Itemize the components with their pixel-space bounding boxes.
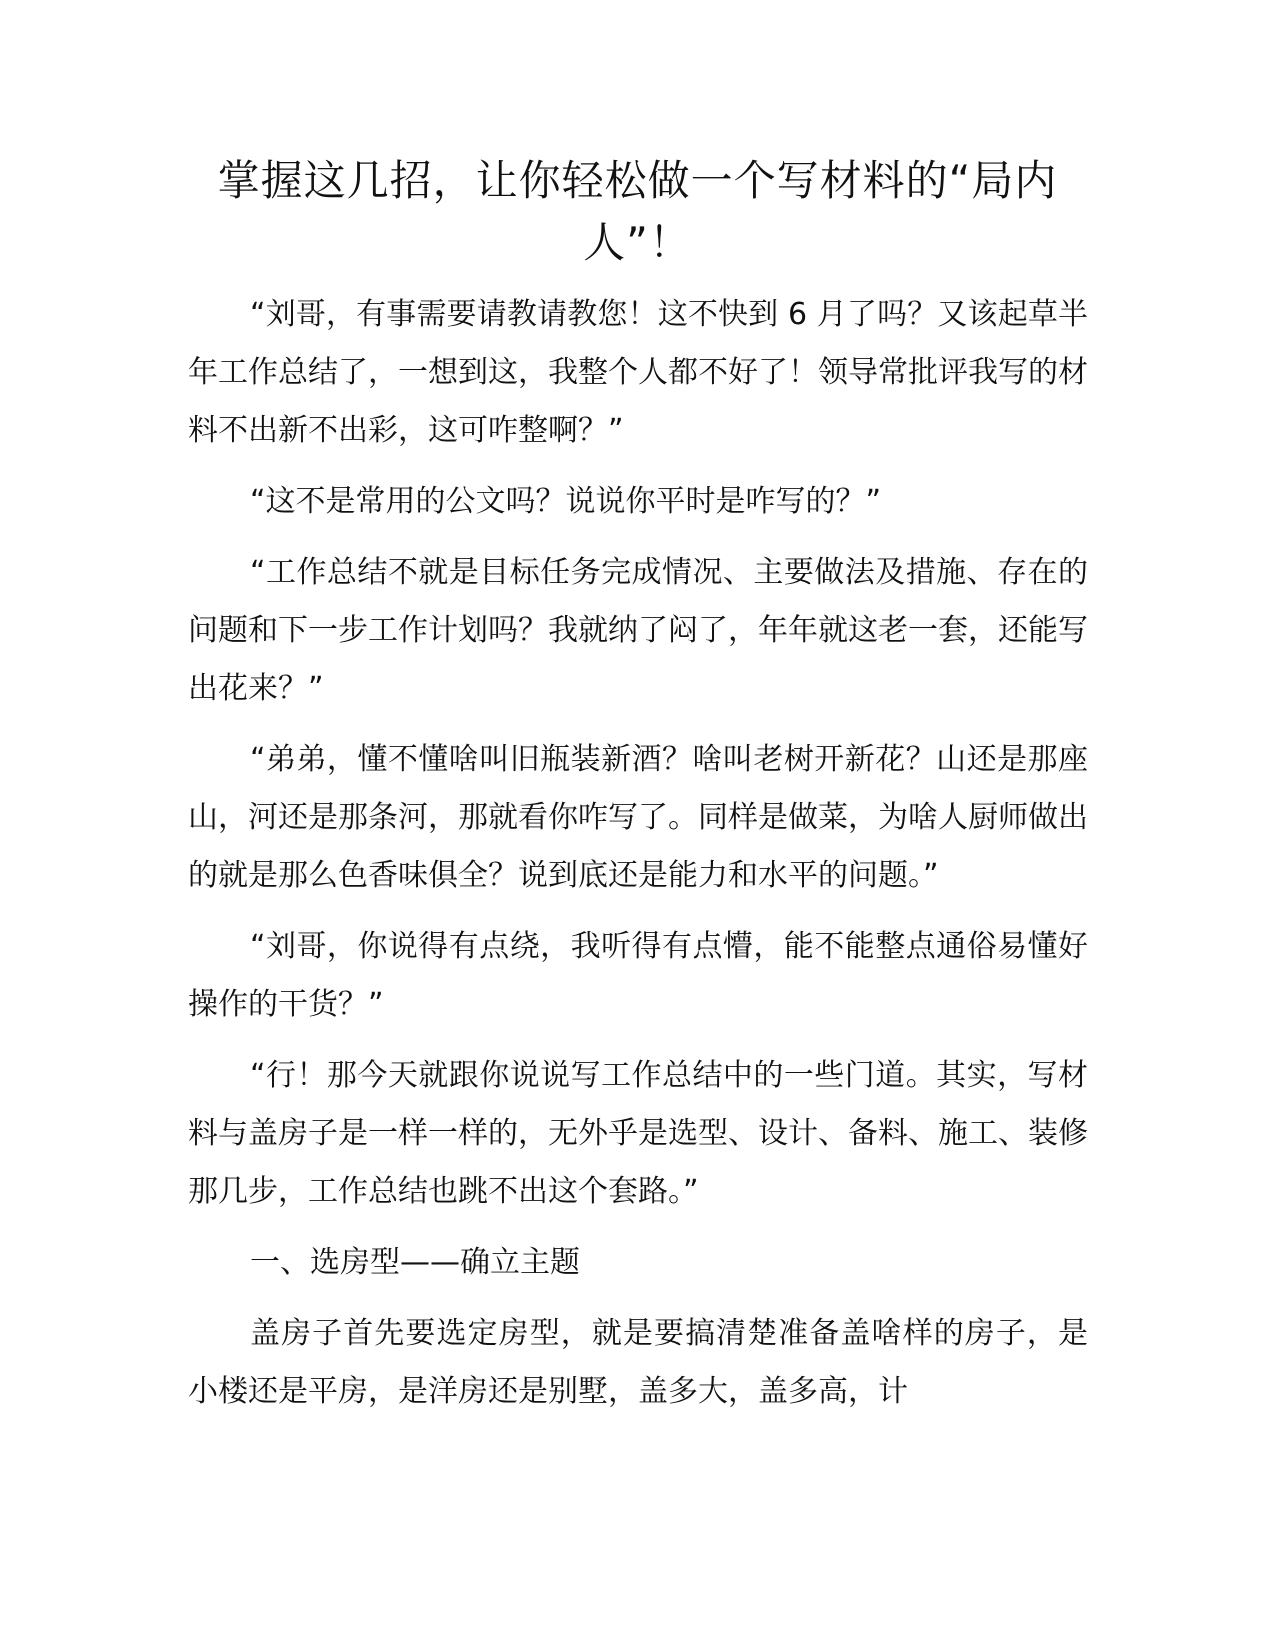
paragraph-4: “弟弟，懂不懂啥叫旧瓶装新酒？啥叫老树开新花？山还是那座山，河还是那条河，那就看你咋写了。同样是做菜，为啥人厨师做出的就是那么色香味俱全？说到底还是能力和水平的问题。”	[188, 742, 1088, 893]
document-title: 掌握这几招，让你轻松做一个写材料的“局内人”！	[217, 156, 1058, 267]
section-paragraph: 盖房子首先要选定房型，就是要搞清楚准备盖啥样的房子，是小楼还是平房，是洋房还是别墅，盖多大，盖多高，计	[188, 1316, 1088, 1409]
paragraph-6: “行！那今天就跟你说说写工作总结中的一些门道。其实，写材料与盖房子是一样一样的，无外乎是选型、设计、备料、施工、装修那几步，工作总结也跳不出这个套路。”	[188, 1058, 1088, 1209]
paragraph-5: “刘哥，你说得有点绕，我听得有点懵，能不能整点通俗易懂好操作的干货？”	[188, 929, 1088, 1022]
paragraph-3: “工作总结不就是目标任务完成情况、主要做法及措施、存在的问题和下一步工作计划吗？我就纳了闷了，年年就这老一套，还能写出花来？”	[188, 555, 1088, 706]
paragraph-2: “这不是常用的公文吗？说说你平时是咋写的？”	[250, 484, 882, 519]
paragraph-1: “刘哥，有事需要请教请教您！这不快到 6 月了吗？又该起草半年工作总结了，一想到这，我整个人都不好了！领导常批评我写的材料不出新不出彩，这可咋整啊？”	[188, 297, 1088, 448]
section-heading: 一、选房型——确立主题	[250, 1245, 580, 1280]
document-body	[188, 286, 1088, 1434]
